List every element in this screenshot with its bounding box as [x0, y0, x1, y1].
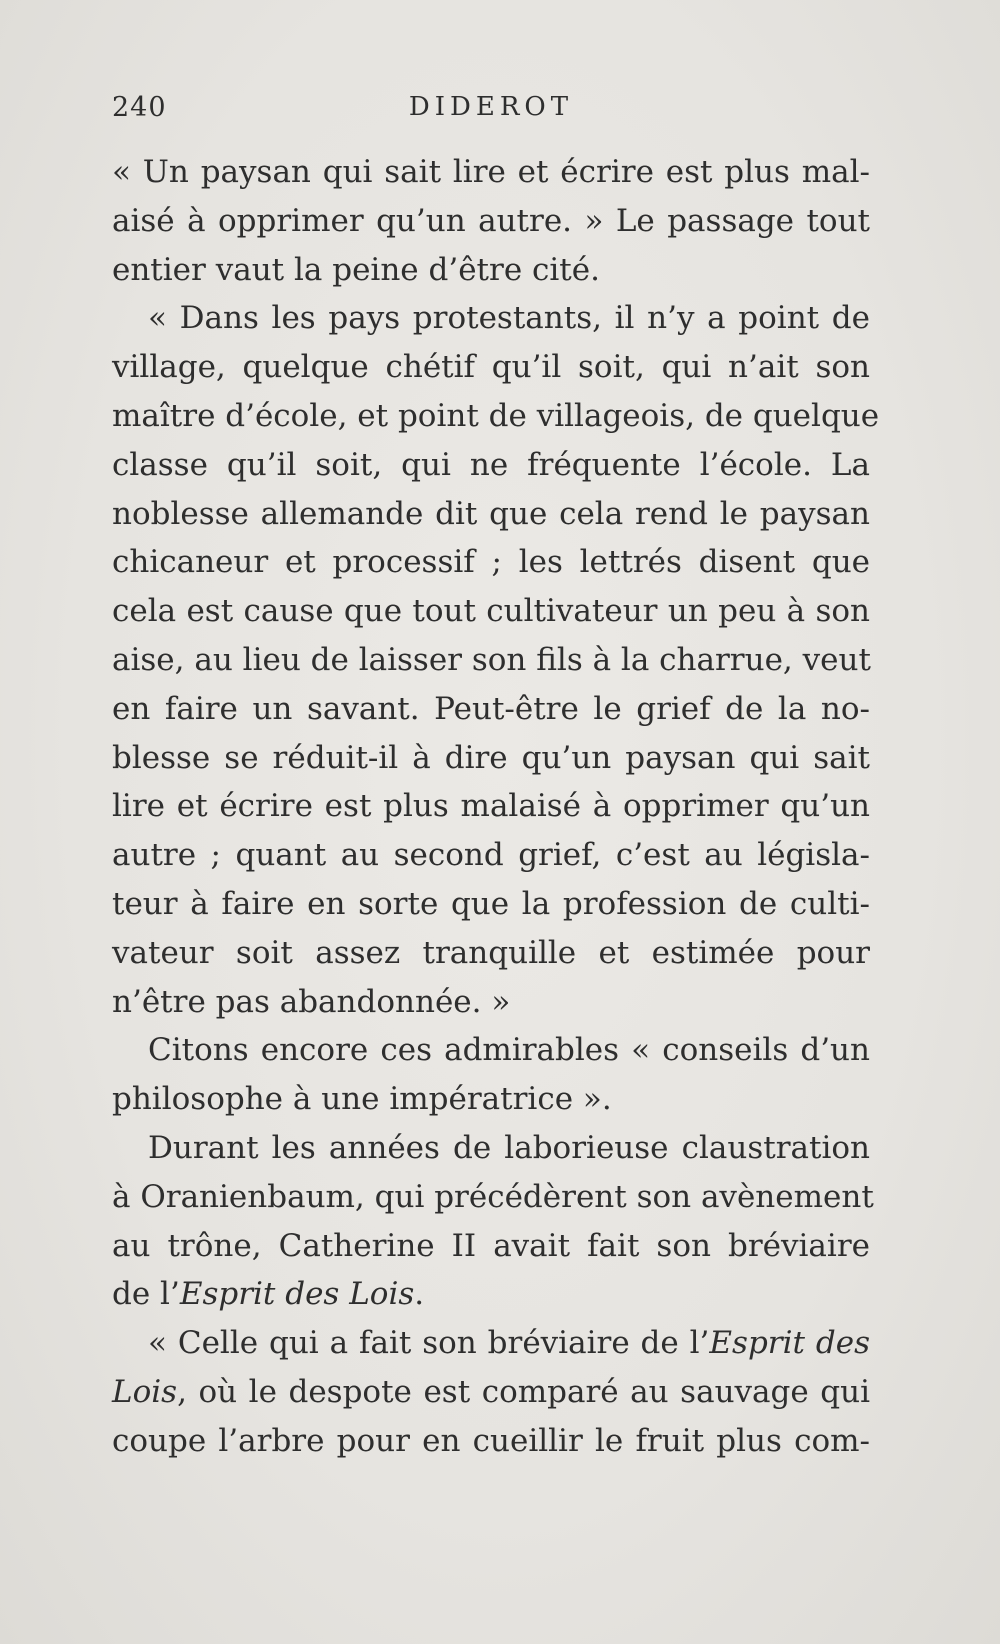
text-line: maître d’école, et point de villageois, de quelque: [112, 397, 880, 434]
text-run: .: [414, 1276, 425, 1313]
text-line: aisé à opprimer qu’un autre. » Le passage tout: [112, 202, 870, 239]
italic-title: Lois: [112, 1373, 178, 1410]
text-line: [112, 1319, 870, 1368]
text-line: aise, au lieu de laisser son fils à la charrue, veut: [112, 641, 871, 678]
text-run: , où le despote est comparé au sauvage qui: [177, 1373, 870, 1410]
italic-title: Esprit des Lois: [179, 1276, 415, 1313]
page-number: 240: [112, 92, 167, 123]
text-line: lire et écrire est plus malaisé à opprimer qu’un: [112, 788, 870, 825]
text-line: chicaneur et processif ; les lettrés disent que: [112, 544, 870, 581]
text-run: de l’: [112, 1276, 180, 1313]
text-line: noblesse allemande dit que cela rend le paysan: [112, 495, 870, 532]
text-line: vateur soit assez tranquille et estimée pour: [112, 934, 870, 971]
text-line: philosophe à une impératrice ».: [112, 1081, 612, 1118]
running-head: [112, 92, 870, 132]
running-title: DIDEROT: [408, 92, 574, 122]
text-line: coupe l’arbre pour en cueillir le fruit plus com-: [112, 1422, 870, 1459]
text-line: Citons encore ces admirables « conseils d’un: [148, 1032, 870, 1069]
text-line: teur à faire en sorte que la profession de culti-: [112, 885, 870, 922]
text-line: « Un paysan qui sait lire et écrire est plus mal-: [112, 154, 870, 190]
text-run: « Celle qui a fait son bréviaire de l’: [148, 1325, 710, 1362]
body-text: [112, 148, 880, 1466]
text-line: cela est cause que tout cultivateur un peu à son: [112, 593, 870, 630]
text-line: à Oranienbaum, qui précédèrent son avènement: [112, 1178, 874, 1215]
text-line: blesse se réduit-il à dire qu’un paysan qui sait: [112, 739, 870, 776]
text-line: village, quelque chétif qu’il soit, qui n’ait son: [112, 349, 870, 386]
text-line: entier vaut la peine d’être cité.: [112, 251, 600, 288]
text-line: [112, 1270, 870, 1319]
text-line: en faire un savant. Peut-être le grief de la no-: [112, 690, 870, 727]
italic-title: Esprit des: [709, 1325, 870, 1362]
text-line: classe qu’il soit, qui ne fréquente l’école. La: [112, 446, 870, 483]
text-line: n’être pas abandonnée. »: [112, 983, 511, 1020]
text-line: Durant les années de laborieuse claustration: [148, 1129, 870, 1166]
text-line: au trône, Catherine II avait fait son bréviaire: [112, 1227, 870, 1264]
text-line: « Dans les pays protestants, il n’y a point de: [148, 300, 870, 337]
text-line: autre ; quant au second grief, c’est au législa-: [112, 837, 870, 874]
text-line: [112, 1368, 870, 1417]
